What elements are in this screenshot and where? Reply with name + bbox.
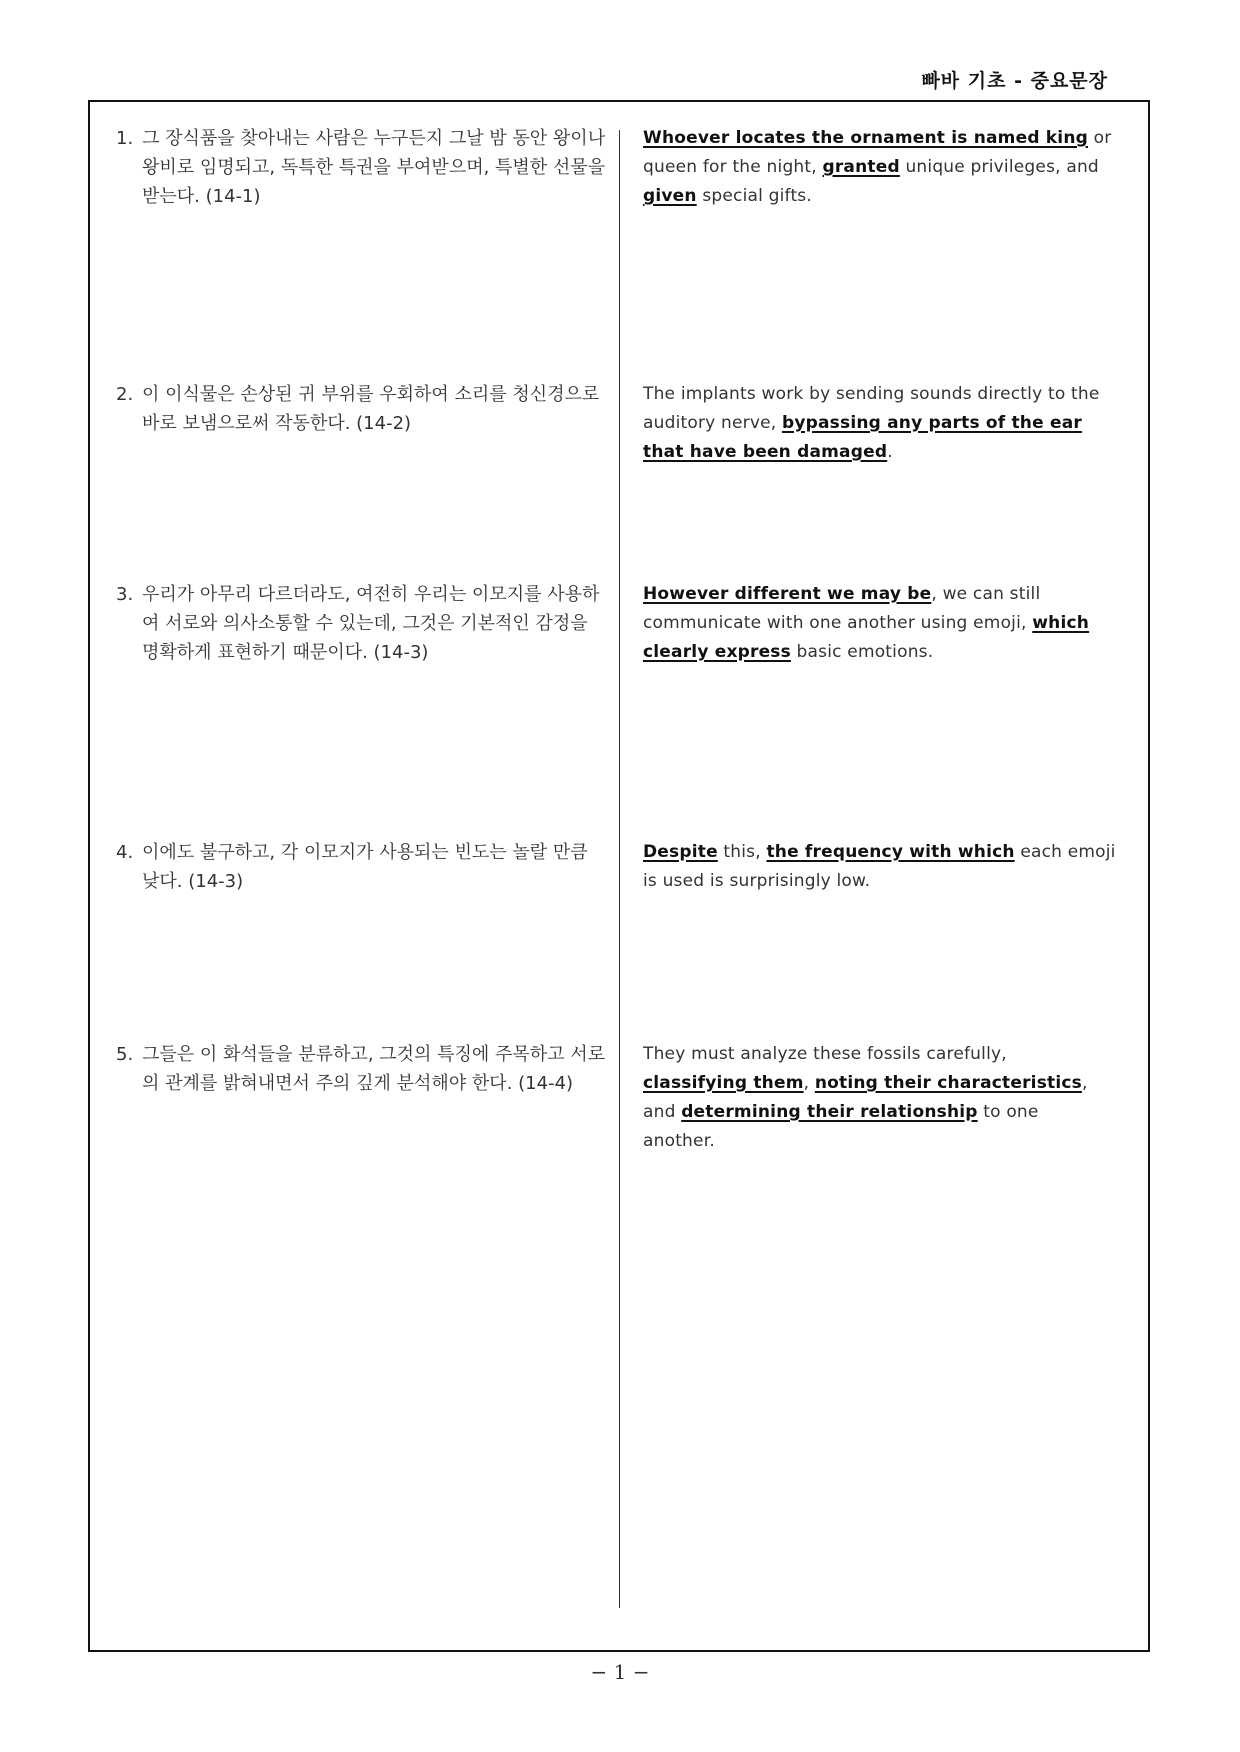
key-phrase: Despite <box>643 842 718 862</box>
entry-number: 3. <box>116 584 134 605</box>
korean-sentence <box>116 124 606 211</box>
sentence-text: basic emotions. <box>790 642 934 662</box>
entry-number: 1. <box>116 128 134 149</box>
sentence-text: special gifts. <box>696 186 812 206</box>
key-phrase: granted <box>822 157 900 177</box>
korean-text: 이에도 불구하고, 각 이모지가 사용되는 빈도는 놀랄 만큼 낮다. (14-3) <box>142 842 588 892</box>
sentence-text: . <box>887 442 893 462</box>
entry-number: 4. <box>116 842 134 863</box>
page-header-title: 빠바 기초 - 중요문장 <box>921 70 1108 92</box>
key-phrase: noting their characteristics <box>814 1073 1082 1093</box>
key-phrase: determining their relationship <box>681 1102 978 1122</box>
english-sentence <box>643 1040 1116 1156</box>
key-phrase: bypassing any parts of the ear that have been damaged <box>643 413 1082 462</box>
column-divider <box>619 130 620 1608</box>
sentence-text: , <box>803 1073 815 1093</box>
korean-sentence <box>116 838 606 896</box>
english-sentence <box>643 838 1116 896</box>
sentence-text: unique privileges, and <box>899 157 1099 177</box>
key-phrase: Whoever locates the ornament is named king <box>643 128 1089 148</box>
sentence-text: They must analyze these fossils carefully, <box>643 1044 1007 1064</box>
korean-sentence <box>116 580 606 667</box>
english-sentence <box>643 380 1116 467</box>
korean-text: 그들은 이 화석들을 분류하고, 그것의 특징에 주목하고 서로의 관계를 밝혀내면서 주의 깊게 분석해야 한다. (14-4) <box>142 1044 606 1094</box>
entry-number: 2. <box>116 384 134 405</box>
sentence-text: each emoji is used is surprisingly low. <box>643 842 1116 891</box>
korean-text: 그 장식품을 찾아내는 사람은 누구든지 그날 밤 동안 왕이나 왕비로 임명되고, 독특한 특권을 부여받으며, 특별한 선물을 받는다. (14-1) <box>142 128 606 207</box>
key-phrase: However different we may be <box>643 584 932 604</box>
entry-number: 5. <box>116 1044 134 1065</box>
sentence-text: The implants work by sending sounds directly to the auditory nerve, <box>643 384 1100 433</box>
sentence-text: this, <box>717 842 767 862</box>
english-sentence <box>643 124 1116 211</box>
korean-text: 우리가 아무리 다르더라도, 여전히 우리는 이모지를 사용하여 서로와 의사소통할 수 있는데, 그것은 기본적인 감정을 명확하게 표현하기 때문이다. (14-3) <box>142 584 600 663</box>
sentence-text: or queen for the night, <box>643 128 1112 177</box>
korean-sentence <box>116 380 606 438</box>
key-phrase: given <box>643 186 697 206</box>
english-sentence <box>643 580 1116 667</box>
page-number: − 1 − <box>590 1660 650 1684</box>
korean-sentence <box>116 1040 606 1098</box>
sentence-text: , and <box>643 1073 1088 1122</box>
korean-text: 이 이식물은 손상된 귀 부위를 우회하여 소리를 청신경으로 바로 보냄으로써 작동한다. (14-2) <box>142 384 600 434</box>
sentence-text: to one another. <box>643 1102 1039 1151</box>
key-phrase: the frequency with which <box>766 842 1015 862</box>
key-phrase: classifying them <box>643 1073 804 1093</box>
sentence-text: , we can still communicate with one another using emoji, <box>643 584 1041 633</box>
key-phrase: which clearly express <box>643 613 1090 662</box>
